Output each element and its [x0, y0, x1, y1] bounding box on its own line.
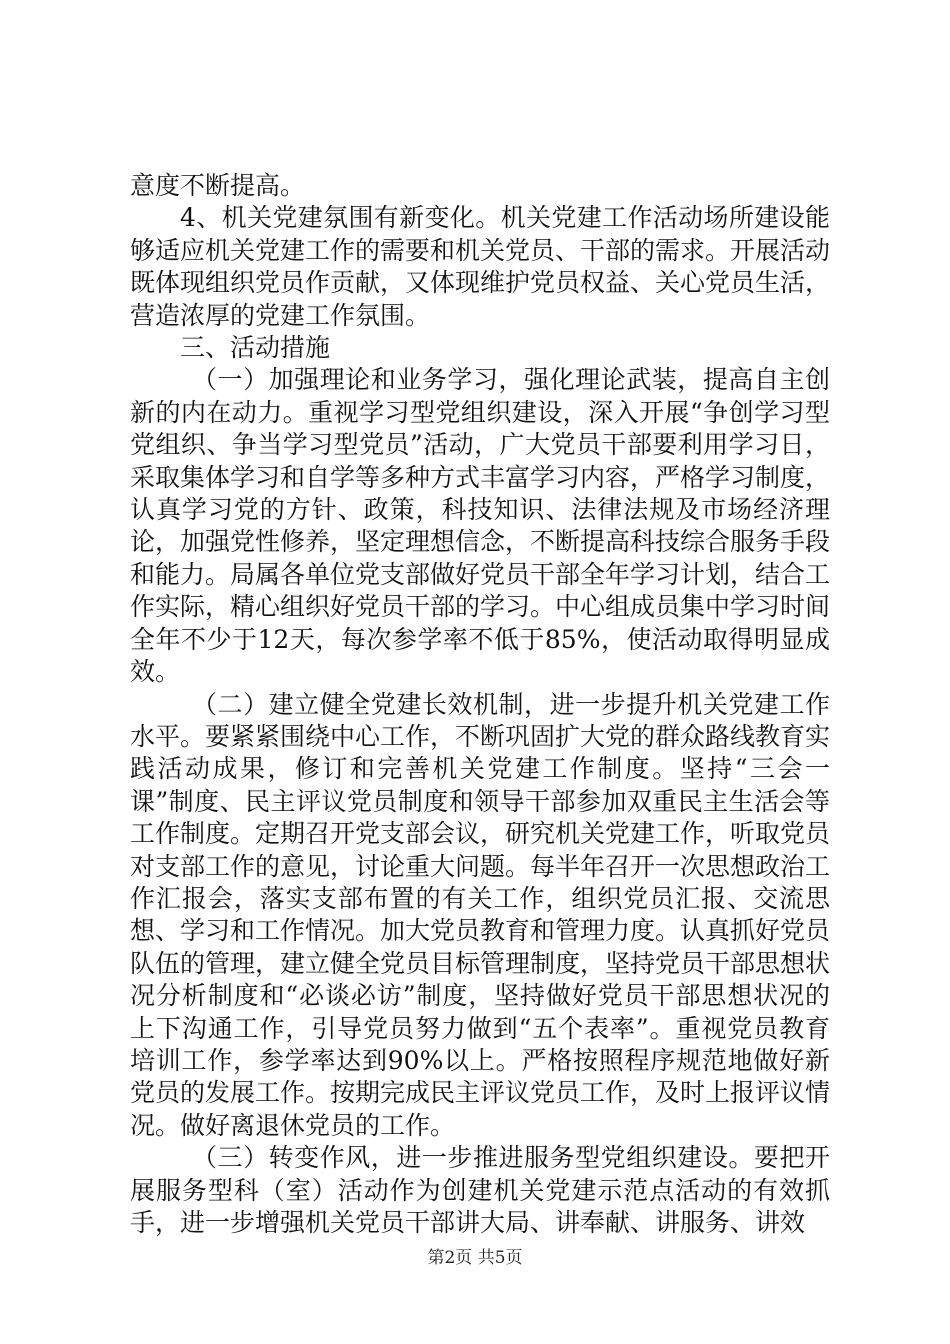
- paragraph-continuation: 意度不断提高。: [130, 171, 306, 200]
- paragraph-measure-1: （一）加强理论和业务学习，强化理论武装，提高自主创新的内在动力。重视学习型党组织建设，深入开展“争创学习型党组织、争当学习型党员”活动，广大党员干部要利用学习日，采取集体学习和自学等多种方式丰富学习内容，严格学习制度，认真学习党的方针、政策，科技知识、法律法规及市场经济理论，加强党性修养，坚定理想信念，不断提高科技综合服务手段和能力。局属各单位党支部做好党员干部全年学习计划，结合工作实际，精心组织好党员干部的学习。中心组成员集中学习时间全年不少于12天，每次参学率不低于85%，使活动取得明显成效。: [130, 365, 831, 687]
- page-number-footer: 第2页 共5页: [427, 1248, 523, 1268]
- section-heading-measures: 三、活动措施: [180, 333, 331, 363]
- paragraph-measure-3: （三）转变作风，进一步推进服务型党组织建设。要把开展服务型科（室）活动作为创建机关党建示范点活动的有效抓手，进一步增强机关党员干部讲大局、讲奉献、讲服务、讲效: [130, 1143, 830, 1237]
- document-body: [130, 170, 830, 1239]
- paragraph-item-4: 4、机关党建氛围有新变化。机关党建工作活动场所建设能够适应机关党建工作的需要和机关党员、干部的需求。开展活动既体现组织党员作贡献，又体现维护党员权益、关心党员生活，营造浓厚的党建工作氛围。: [130, 203, 831, 330]
- paragraph-measure-2: （二）建立健全党建长效机制，进一步提升机关党建工作水平。要紧紧围绕中心工作，不断巩固扩大党的群众路线教育实践活动成果，修订和完善机关党建工作制度。坚持“三会一课”制度、民主评议党员制度和领导干部参加双重民主生活会等工作制度。定期召开党支部会议，研究机关党建工作，听取党员对支部工作的意见，讨论重大问题。每半年召开一次思想政治工作汇报会，落实支部布置的有关工作，组织党员汇报、交流思想、学习和工作情况。加大党员教育和管理力度。认真抓好党员队伍的管理，建立健全党员目标管理制度，坚持党员干部思想状况分析制度和“必谈必访”制度，坚持做好党员干部思想状况的上下沟通工作，引导党员努力做到“五个表率”。重视党员教育培训工作，参学率达到90%以上。严格按照程序规范地做好新党员的发展工作。按期完成民主评议党员工作，及时上报评议情况。做好离退休党员的工作。: [130, 689, 831, 1140]
